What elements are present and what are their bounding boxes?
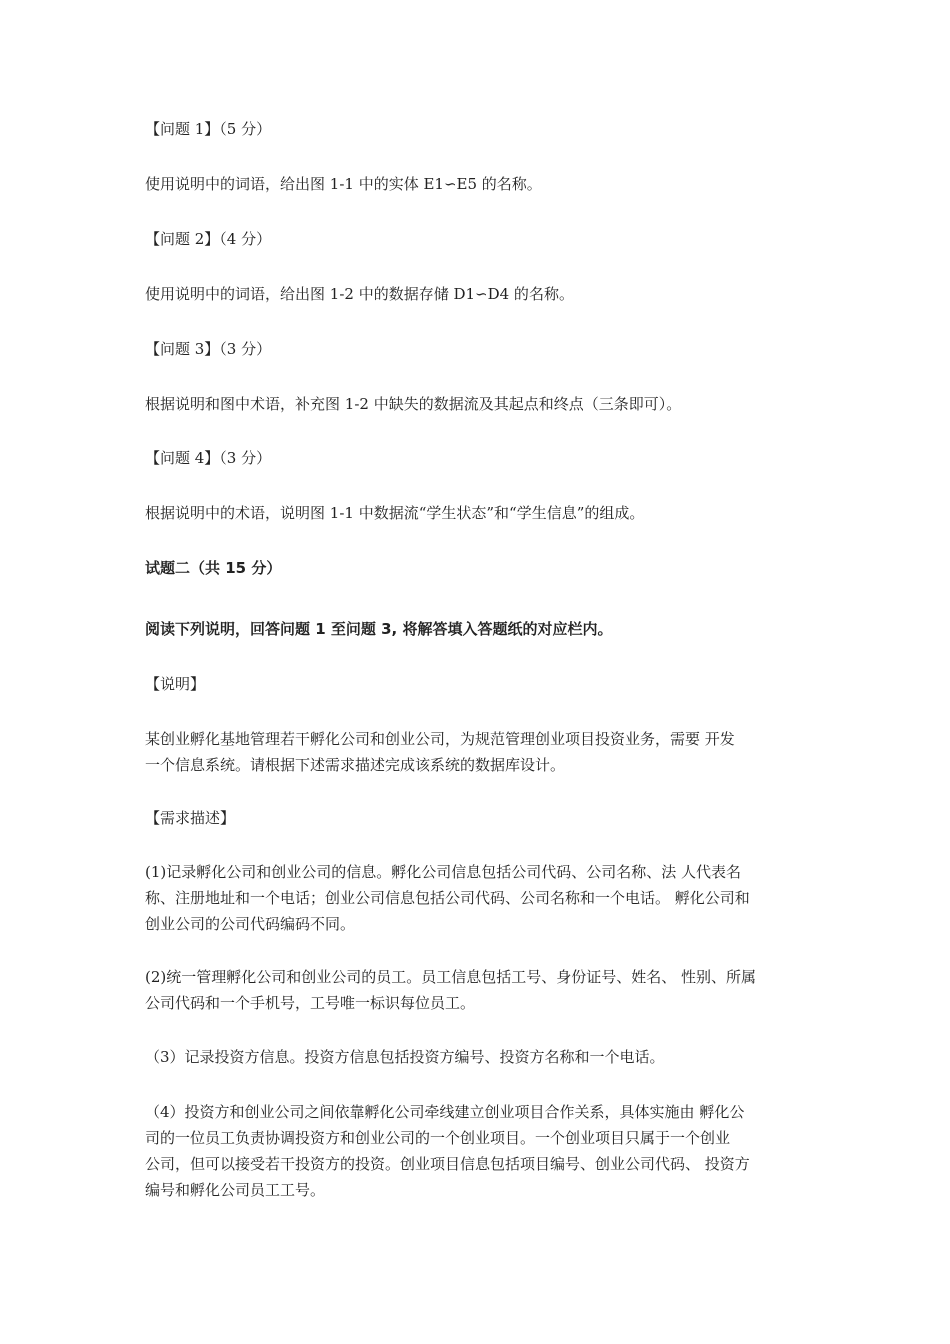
section-2-title: 试题二（共 15 分） bbox=[145, 559, 282, 577]
intro-paragraph bbox=[145, 726, 815, 778]
requirement-line: （4）投资方和创业公司之间依靠孵化公司牵线建立创业项目合作关系，具体实施由 孵化公 bbox=[145, 1103, 745, 1121]
question-1-text: 使用说明中的词语，给出图 1-1 中的实体 E1∽E5 的名称。 bbox=[145, 175, 542, 193]
requirement-4-paragraph bbox=[145, 1099, 815, 1203]
requirement-1-paragraph bbox=[145, 859, 815, 937]
requirement-line: 创业公司的公司代码编码不同。 bbox=[145, 915, 356, 933]
question-3-heading: 【问题 3】（3 分） bbox=[145, 340, 272, 358]
requirement-line: 公司代码和一个手机号，工号唯一标识每位员工。 bbox=[145, 994, 476, 1012]
requirement-3-paragraph bbox=[145, 1044, 815, 1070]
intro-line: 一个信息系统。请根据下述需求描述完成该系统的数据库设计。 bbox=[145, 756, 566, 774]
question-4-heading: 【问题 4】（3 分） bbox=[145, 449, 272, 467]
question-2-text: 使用说明中的词语，给出图 1-2 中的数据存储 D1∽D4 的名称。 bbox=[145, 285, 574, 303]
requirement-line: 公司，但可以接受若干投资方的投资。创业项目信息包括项目编号、创业公司代码、 投资方 bbox=[145, 1155, 750, 1173]
explanation-label: 【说明】 bbox=[145, 675, 206, 693]
question-4-text: 根据说明中的术语，说明图 1-1 中数据流“学生状态”和“学生信息”的组成。 bbox=[145, 504, 645, 522]
requirement-line: (1)记录孵化公司和创业公司的信息。孵化公司信息包括公司代码、公司名称、法 人代表名 bbox=[145, 863, 742, 881]
requirement-line: （3）记录投资方信息。投资方信息包括投资方编号、投资方名称和一个电话。 bbox=[145, 1048, 665, 1066]
requirement-line: (2)统一管理孵化公司和创业公司的员工。员工信息包括工号、身份证号、姓名、 性别、所属 bbox=[145, 968, 757, 986]
question-3-text: 根据说明和图中术语，补充图 1-2 中缺失的数据流及其起点和终点（三条即可）。 bbox=[145, 395, 682, 413]
requirement-line: 称、注册地址和一个电话；创业公司信息包括公司代码、公司名称和一个电话。 孵化公司和 bbox=[145, 889, 750, 907]
requirement-2-paragraph bbox=[145, 964, 815, 1016]
question-2-heading: 【问题 2】（4 分） bbox=[145, 230, 272, 248]
question-1-heading: 【问题 1】（5 分） bbox=[145, 120, 272, 138]
requirement-line: 编号和孵化公司员工工号。 bbox=[145, 1181, 326, 1199]
intro-line: 某创业孵化基地管理若干孵化公司和创业公司，为规范管理创业项目投资业务，需要 开发 bbox=[145, 730, 735, 748]
requirements-label: 【需求描述】 bbox=[145, 809, 236, 827]
section-2-instruction: 阅读下列说明，回答问题 1 至问题 3, 将解答填入答题纸的对应栏内。 bbox=[145, 620, 613, 638]
requirement-line: 司的一位员工负责协调投资方和创业公司的一个创业项目。一个创业项目只属于一个创业 bbox=[145, 1129, 731, 1147]
